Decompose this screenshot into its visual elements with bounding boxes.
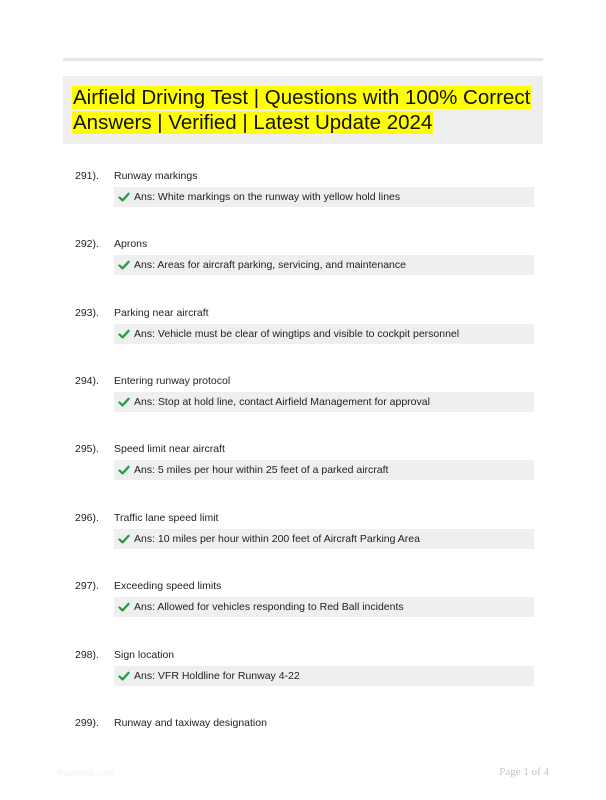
checkmark-icon bbox=[118, 533, 130, 545]
answer-text: Ans: VFR Holdline for Runway 4-22 bbox=[134, 670, 300, 682]
highlighted-title-text: Airfield Driving Test | Questions with 100% Correct Answers | Verified | Latest Update 2024 bbox=[73, 86, 531, 134]
answer-box bbox=[114, 187, 534, 207]
qa-item bbox=[63, 511, 543, 571]
qa-item bbox=[63, 442, 543, 502]
answer-text: Ans: Stop at hold line, contact Airfield Management for approval bbox=[134, 396, 430, 408]
answer-text: Ans: Areas for aircraft parking, servicing, and maintenance bbox=[134, 259, 406, 271]
answer-text: Ans: Vehicle must be clear of wingtips and visible to cockpit personnel bbox=[134, 328, 460, 340]
answer-box bbox=[114, 529, 534, 549]
checkmark-icon bbox=[118, 259, 130, 271]
answer-text: Ans: 10 miles per hour within 200 feet of Aircraft Parking Area bbox=[134, 533, 420, 545]
answer-text: Ans: White markings on the runway with yellow hold lines bbox=[134, 191, 401, 203]
question-text: Parking near aircraft bbox=[114, 307, 209, 319]
footer-watermark: Paperbliz.com bbox=[57, 768, 115, 778]
question-number: 291). bbox=[75, 170, 99, 182]
title-banner bbox=[63, 76, 543, 144]
question-text: Aprons bbox=[114, 238, 148, 250]
question-number: 297). bbox=[75, 580, 99, 592]
question-number: 299). bbox=[75, 717, 99, 729]
qa-item bbox=[63, 579, 543, 639]
checkmark-icon bbox=[118, 601, 130, 613]
answer-box bbox=[114, 392, 534, 412]
question-number: 292). bbox=[75, 238, 99, 250]
answer-box bbox=[114, 255, 534, 275]
answer-box bbox=[114, 597, 534, 617]
question-number: 294). bbox=[75, 375, 99, 387]
question-text: Speed limit near aircraft bbox=[114, 443, 225, 455]
qa-item bbox=[63, 237, 543, 297]
checkmark-icon bbox=[118, 464, 130, 476]
document-title bbox=[72, 85, 542, 135]
qa-item bbox=[63, 716, 543, 736]
page-indicator: Page 1 of 4 bbox=[499, 766, 549, 778]
answer-box bbox=[114, 324, 534, 344]
checkmark-icon bbox=[118, 396, 130, 408]
question-text: Runway markings bbox=[114, 170, 198, 182]
qa-item bbox=[63, 306, 543, 366]
question-number: 295). bbox=[75, 443, 99, 455]
answer-text: Ans: Allowed for vehicles responding to Red Ball incidents bbox=[134, 601, 404, 613]
qa-item bbox=[63, 648, 543, 708]
answer-box bbox=[114, 666, 534, 686]
answer-text: Ans: 5 miles per hour within 25 feet of a parked aircraft bbox=[134, 464, 389, 476]
answer-box bbox=[114, 460, 534, 480]
qa-item bbox=[63, 374, 543, 434]
checkmark-icon bbox=[118, 328, 130, 340]
question-text: Runway and taxiway designation bbox=[114, 717, 267, 729]
question-number: 298). bbox=[75, 649, 99, 661]
question-number: 293). bbox=[75, 307, 99, 319]
question-text: Traffic lane speed limit bbox=[114, 512, 219, 524]
checkmark-icon bbox=[118, 191, 130, 203]
question-text: Exceeding speed limits bbox=[114, 580, 222, 592]
question-text: Sign location bbox=[114, 649, 175, 661]
top-divider bbox=[63, 58, 543, 61]
question-text: Entering runway protocol bbox=[114, 375, 231, 387]
question-number: 296). bbox=[75, 512, 99, 524]
checkmark-icon bbox=[118, 670, 130, 682]
qa-item bbox=[63, 169, 543, 229]
